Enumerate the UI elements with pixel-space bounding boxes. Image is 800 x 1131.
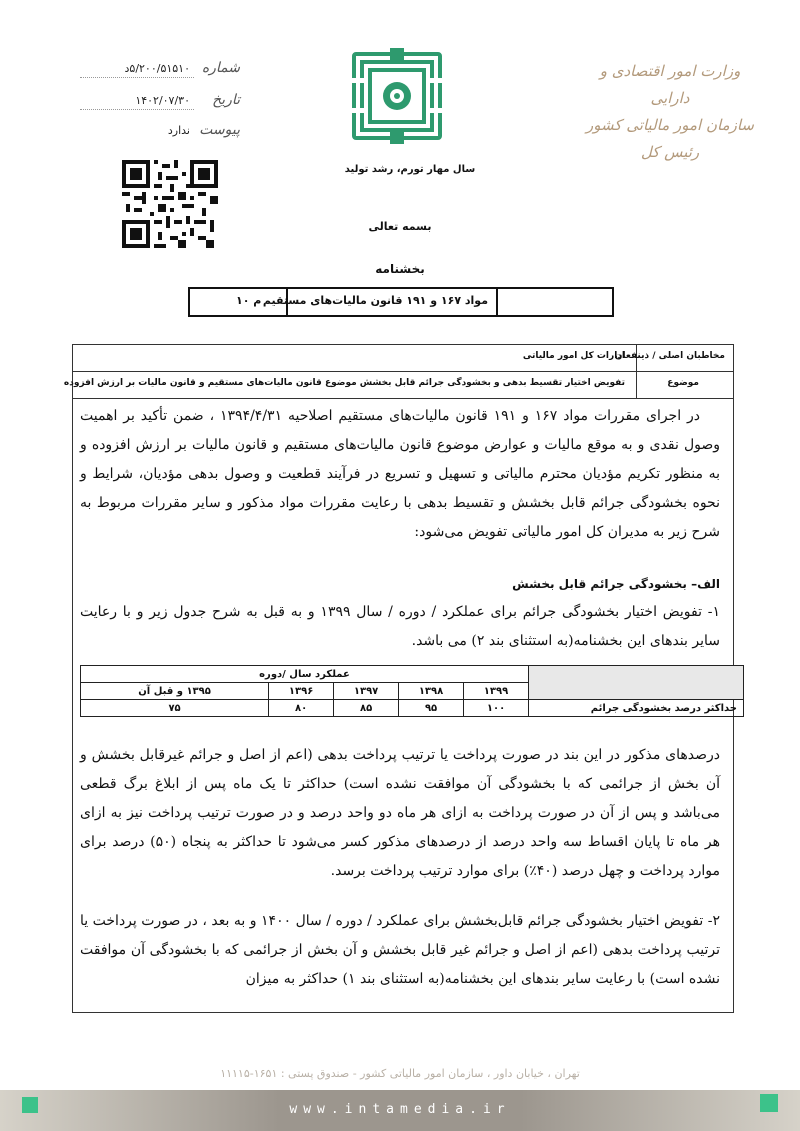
row-divider	[636, 372, 637, 398]
ministry-header	[580, 58, 760, 166]
year-header: ۱۳۹۷	[334, 683, 399, 700]
table-cell: ۷۵	[81, 700, 269, 717]
table-row	[81, 700, 744, 717]
after-table-paragraph: درصدهای مذکور در این بند در صورت پرداخت یا ترتیب پرداخت بدهی (اعم از اصل و جرائم غیرقابل بخشش و آن بخش از جرائمی که با بخشودگی آن موافقت نشده است) حداکثر تا یک ماه پس از ابلاغ برگ قطعی می‌باشد و پس از آن در صورت پرداخت به ازای هر ماه دو واحد درصد و در صورت ترتیب پرداخت نیز به ازای هر ماه تا پایان اقساط سه واحد درصد از درصدهای مذکور کسر می‌شود تا حداکثر به پنجاه (۵۰) درصد برای موارد پرداخت و چهل درصد (۴۰٪) برای موارد ترتیب پرداخت برسد.	[80, 747, 720, 879]
footer-address: تهران ، خیابان داور ، سازمان امور مالیاتی کشور - صندوق پستی : ۱۶۵۱-۱۱۱۱۵	[220, 1067, 580, 1080]
year-header: ۱۳۹۸	[399, 683, 464, 700]
letter-date-row	[80, 92, 240, 114]
number-value: ۵/۲۰۰/۵۱۵۱۰د	[124, 62, 190, 75]
year-slogan: سال مهار تورم، رشد تولید	[344, 164, 476, 175]
circular-code: م ۱۰	[236, 294, 262, 307]
signatory-title: رئیس کل	[640, 143, 700, 161]
box-divider	[496, 289, 498, 315]
table-cell: ۸۵	[334, 700, 399, 717]
qr-code	[122, 160, 218, 248]
intro-paragraph: در اجرای مقررات مواد ۱۶۷ و ۱۹۱ قانون مالیات‌های مستقیم اصلاحیه ۱۳۹۴/۴/۳۱ ، ضمن تأکید بر اهمیت وصول نقدی و به موقع مالیات و عوارض موضوع قانون مالیات‌های مستقیم و قانون مالیات بر ارزش افزوده و به منظور تکریم مؤدیان محترم مالیاتی و تسهیل و تسریع در فرآیند قطعیت و وصول بدهی مؤدیان، شرایط و نحوه بخشودگی جرائم قابل بخشش و تقسیط بدهی با رعایت مقررات مواد مذکور و سایر مقررات مربوط به شرح زیر به مدیران کل امور مالیاتی تفویض می‌شود:	[80, 408, 720, 540]
subject-value: تفویض اختیار تقسیط بدهی و بخشودگی جرائم قابل بخشش موضوع قانون مالیات‌های مستقیم و قانون مالیات بر ارزش افزوده	[63, 378, 625, 388]
dotted-line	[80, 77, 194, 78]
subject-row	[63, 372, 733, 399]
date-label: تاریخ	[212, 92, 240, 108]
addressee-row	[73, 345, 733, 372]
number-label: شماره	[201, 60, 240, 76]
forgiveness-rate-table	[80, 665, 744, 717]
letter-number-row	[80, 60, 240, 82]
tax-organization-logo	[352, 48, 442, 144]
row-label: حداکثر درصد بخشودگی جرائم	[529, 700, 744, 717]
item-2-paragraph: ۲- تفویض اختیار بخشودگی جرائم قابل‌بخشش برای عملکرد / دوره / سال ۱۴۰۰ و به بعد ، در صورت پرداخت یا ترتیب پرداخت بدهی (اعم از اصل و جرائم غیر قابل بخشش و آن بخش از جرائمی که با بخشودگی آن موافقت نشده است) با رعایت سایر بندهای این بخشنامه(به استثنای بند ۱) حداکثر به میزان	[80, 913, 720, 987]
subject-label: موضوع	[667, 378, 699, 388]
ministry-name: وزارت امور اقتصادی و دارایی	[599, 62, 741, 107]
dotted-line	[80, 109, 194, 110]
letter-attachment-row	[80, 122, 240, 144]
table-corner-cell	[529, 666, 744, 700]
date-value: ۱۴۰۲/۰۷/۳۰	[135, 94, 190, 107]
bismillah: بسمه تعالی	[368, 220, 432, 233]
document-type: بخشنامه	[375, 262, 425, 276]
table-group-header: عملکرد سال /دوره	[81, 666, 529, 683]
circular-subject: مواد ۱۶۷ و ۱۹۱ قانون مالیات‌های مستقیم	[262, 294, 488, 307]
addressee-value: ادارات کل امور مالیاتی	[522, 351, 625, 361]
section-a-heading: الف– بخشودگی جرائم قابل بخشش	[512, 577, 720, 591]
addressee-label: مخاطبان اصلی / ذینفعان	[614, 351, 725, 361]
table-cell: ۱۰۰	[464, 700, 529, 717]
footer-square-icon	[760, 1094, 778, 1112]
item-1-paragraph: ۱- تفویض اختیار بخشودگی جرائم برای عملکرد / دوره / سال ۱۳۹۹ و به قبل به شرح جدول زیر و با رعایت سایر بندهای این بخشنامه(به استثنای بند ۲) می باشد.	[80, 604, 721, 649]
attachment-value: ندارد	[167, 124, 190, 137]
table-cell: ۹۵	[399, 700, 464, 717]
year-header: ۱۳۹۹	[464, 683, 529, 700]
footer-website: www.intamedia.ir	[289, 1102, 511, 1117]
footer-square-icon	[22, 1097, 38, 1113]
table-cell: ۸۰	[269, 700, 334, 717]
year-header: ۱۳۹۵ و قبل آن	[81, 683, 269, 700]
attachment-label: پیوست	[199, 122, 240, 138]
circular-id-box	[188, 287, 614, 317]
year-header: ۱۳۹۶	[269, 683, 334, 700]
organization-name: سازمان امور مالیاتی کشور	[586, 116, 754, 134]
